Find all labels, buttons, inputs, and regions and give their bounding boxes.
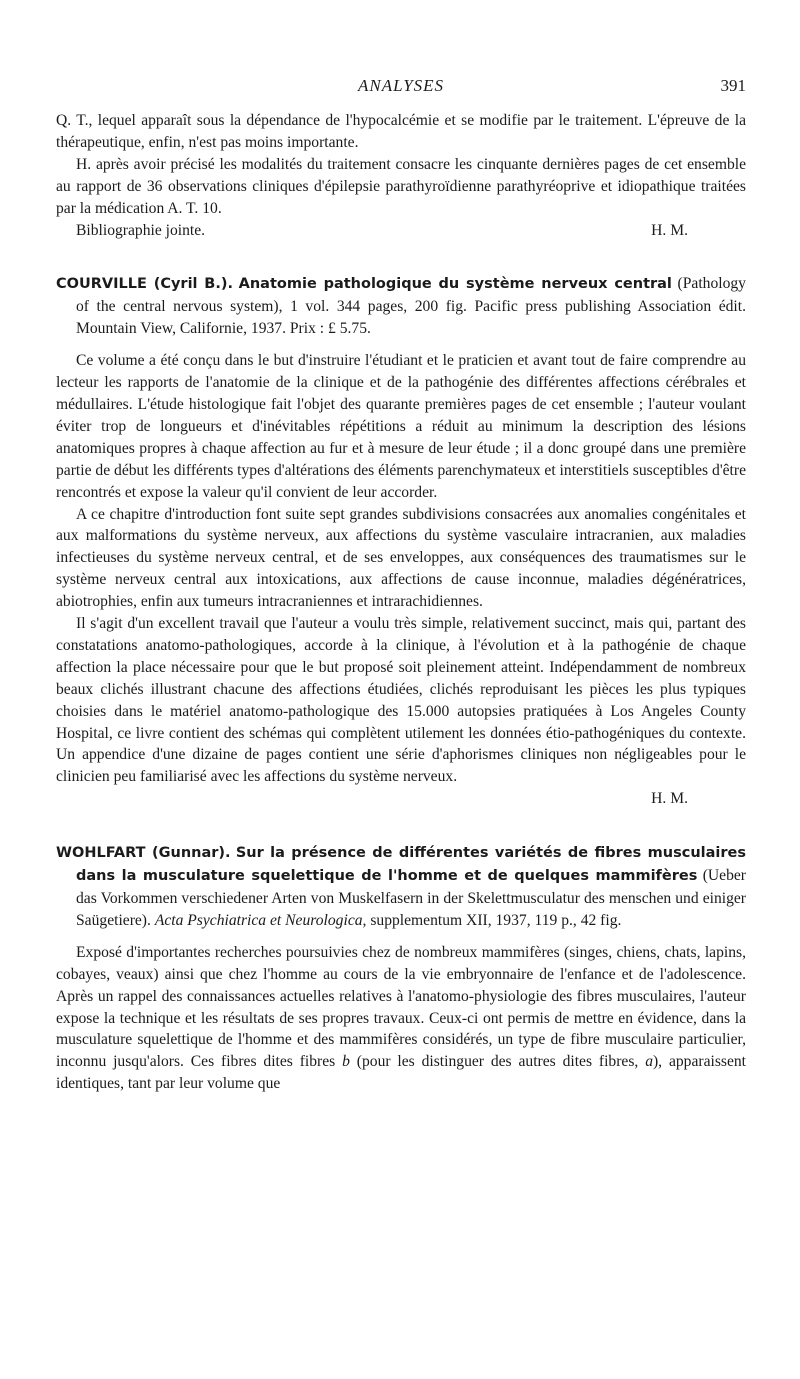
review1-paragraph: Q. T., lequel apparaît sous la dépendance de l'hypocalcémie et se modifie par le traitement. L'épreuve de la thérapeutique, enfin, n'est pas moins importante.: [56, 112, 746, 151]
review2-details: (Pathology of the central nervous system), 1 vol. 344 pages, 200 fig. Pacific press publishing Association édit. Mountain View, Californie, 1937. Prix : £ 5.75.: [76, 275, 746, 338]
review3-paragraph: Exposé d'importantes recherches poursuivies chez de nombreux mammifères (singes, chiens, chats, lapins, cobayes, veaux) ainsi que chez l'homme au cours de la vie embryonnaire de l'enfance et de l'adolescence. Après un rappel des connaissances actuelles relatives à l'anatomo-physiologie des fibres musculaires, l'auteur expose la technique et les résultats de ses propres travaux. Ceux-ci ont permis de mettre en évidence, dans la musculature squelettique de l'homme et des mammifères considérés, un type de fibre musculaire particulier, inconnu jusqu'alors. Ces fibres dites fibres b (pour les distinguer des autres dites fibres, a), apparaissent identiques, tant par leur volume que: [56, 943, 747, 1093]
review3-journal: Acta Psychiatrica et Neurologica,: [154, 911, 367, 929]
review2-paragraph: Il s'agit d'un excellent travail que l'auteur a voulu très simple, relativement succinct, mais qui, partant des constatations anatomo-pathologiques, accorde à la clinique, à l'évolution et à la pathogénie de chaque affection la place nécessaire pour que le but proposé soit pleinement atteint. Indépendamment de nombreux beaux clichés illustrant chacune des affections étudiées, clichés reproduisant les pièces les plus typiques choisies dans le matériel anatomo-pathologique des 15.000 autopsies pratiquées à Los Angeles County Hospital, ce livre contient des schémas qui complètent utilement les données étio-pathogéniques du contexte. Un appendice d'une dizaine de pages contient une série d'aphorismes cliniques non négligeables pour le clinicien peu familiarisé avec les affections du système nerveux.: [56, 615, 746, 786]
review2-paragraph: A ce chapitre d'introduction font suite sept grandes subdivisions consacrées aux anomalies congénitales et aux malformations du système nerveux, aux affections du système vasculaire intracranien, aux maladies infectieuses du système nerveux central, et de ses enveloppes, aux conséquences des traumatismes sur le système nerveux central aux intoxications, aux affections de cause inconnue, maladies dégénératrices, abiotrophies, enfin aux tumeurs intracraniennes et intrarachidiennes.: [56, 505, 746, 611]
review1-paragraph: H. après avoir précisé les modalités du traitement consacre les cinquante dernières pages de cet ensemble au rapport de 36 observations cliniques d'épilepsie parathyroïdienne parathyréoprive et idiopathique traitées par la médication A. T. 10.: [56, 155, 746, 217]
review1-signature: H. M.: [651, 221, 688, 239]
page-number: 391: [720, 76, 746, 95]
review3-title: Sur la présence de différentes variétés de fibres musculaires dans la musculature squelettique de l'homme et de quelques mammifères: [76, 845, 747, 885]
review3-entry-heading: [56, 842, 746, 932]
review3-details-pages: supplementum XII, 1937, 119 p., 42 fig.: [370, 911, 622, 929]
page-body: [56, 110, 746, 1095]
review2-paragraph: Ce volume a été conçu dans le but d'instruire l'étudiant et le praticien et avant tout de faire comprendre au lecteur les rapports de l'anatomie de la clinique et de la pathogénie des différentes affections cérébrales et médullaires. L'étude histologique fait l'objet des quarante premières pages de cet ensemble ; l'auteur voulant éviter trop de longueurs et d'inévitables répétitions a réduit au minimum la description des lésions anatomiques propres à chaque affection au fur et à mesure de leur étude ; il a donc groupé dans une première partie de début les différents types d'altérations des éléments parenchymateux et interstitiels susceptibles d'être rencontrés et expose la valeur qu'il convient de leur accorder.: [56, 352, 746, 501]
running-title: ANALYSES: [357, 76, 445, 95]
review2-title: Anatomie pathologique du système nerveux central: [238, 276, 672, 293]
review2-closing: [56, 788, 746, 810]
review2-signature: H. M.: [651, 790, 688, 808]
page-header: [56, 76, 746, 98]
review3-details-original-title: (Ueber das Vorkommen verschiedener Arten von Muskelfasern in der Skelettmusculatur des menschen und einiger Saügetiere).: [76, 867, 746, 929]
review2-entry-heading: [56, 273, 746, 340]
review2-author: COURVILLE (Cyril B.).: [56, 276, 233, 293]
review3-author: WOHLFART (Gunnar).: [56, 845, 231, 862]
bibliography-note: Bibliographie jointe.: [76, 221, 206, 239]
review1-closing: [56, 220, 746, 242]
